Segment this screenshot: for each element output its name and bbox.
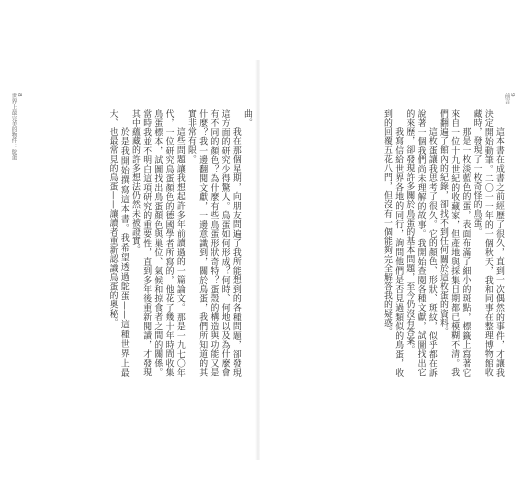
left-paragraph: 曲。 <box>242 109 252 128</box>
left-body-text <box>18 109 252 377</box>
right-body-text <box>278 109 504 377</box>
left-paragraph: 這些問題讓我想起許多年前讀過的一篇論文。那是一九七〇年代，一位研究鳥蛋顏色的德國學者所寫的，他花了幾十年時間收集鳥蛋標本，試圖找出鳥蛋顏色與巢位、氣候和掠食者之間的關係。當時我並不明白這項研究的重要性，直到多年後重新閱讀，才發現其中蘊藏的許多想法仍然未被證實。 <box>129 109 185 377</box>
right-paragraph: 這枚蛋讓我思考了很久。它的顏色、形狀、斑紋，似乎都在訴說著一個我們尚未理解的故事。我開始查閱各種文獻，試圖找出它的來歷，卻發現許多關於鳥蛋的基本問題，至今仍沒有答案。 <box>404 109 437 377</box>
left-page-number: 8 <box>16 93 23 97</box>
right-paragraph: 那是一枚淡藍色的蛋，表面布滿了細小的斑點，標籤上寫著它來自一位十九世紀的收藏家，但產地與採集日期都已模糊不清。我們翻遍了館內的紀錄，卻找不到任何關於這枚蛋的資料。 <box>437 109 471 377</box>
right-running-head-title: 前言 <box>503 93 510 105</box>
left-page <box>0 0 256 500</box>
right-page-number: 9 <box>509 93 516 97</box>
right-page <box>260 0 520 500</box>
left-paragraph: 我在那個星期，向朋友問遍了我所能想到的各種問題，卻發現這方面的研究少得驚人。鳥蛋如何形成？何時、何地以及為什麼會有不同的顏色？為什麼有些鳥蛋形狀奇特？蛋殼的構造與功能又是什麼？我一邊翻閱文獻，一邊意識到，關於鳥蛋，我們所知道的其實非常有限。 <box>185 109 241 377</box>
right-paragraph: 這本書在成書之前經歷了很久，直到一次偶然的事件，才讓我決定開始動筆。二〇一一年的一個秋天，我和同事在整理博物館收藏時，發現了一枚奇怪的鳥蛋。 <box>471 109 504 377</box>
left-running-head-title: 世界上最完美的物件：鴕蛋 <box>10 93 17 161</box>
right-running-head <box>503 93 514 104</box>
left-paragraph: 於是我開始撰寫這本書。我希望透過鴕蛋——這種世界上最大、也最常見的鳥蛋——讓讀者重新認識鳥蛋的奧秘。 <box>107 109 129 377</box>
right-paragraph: 我寫信給世界各地的同行，詢問他們是否見過類似的鳥蛋，收到的回覆五花八門，但沒有一個能夠完全解答我的疑惑。 <box>381 109 404 377</box>
